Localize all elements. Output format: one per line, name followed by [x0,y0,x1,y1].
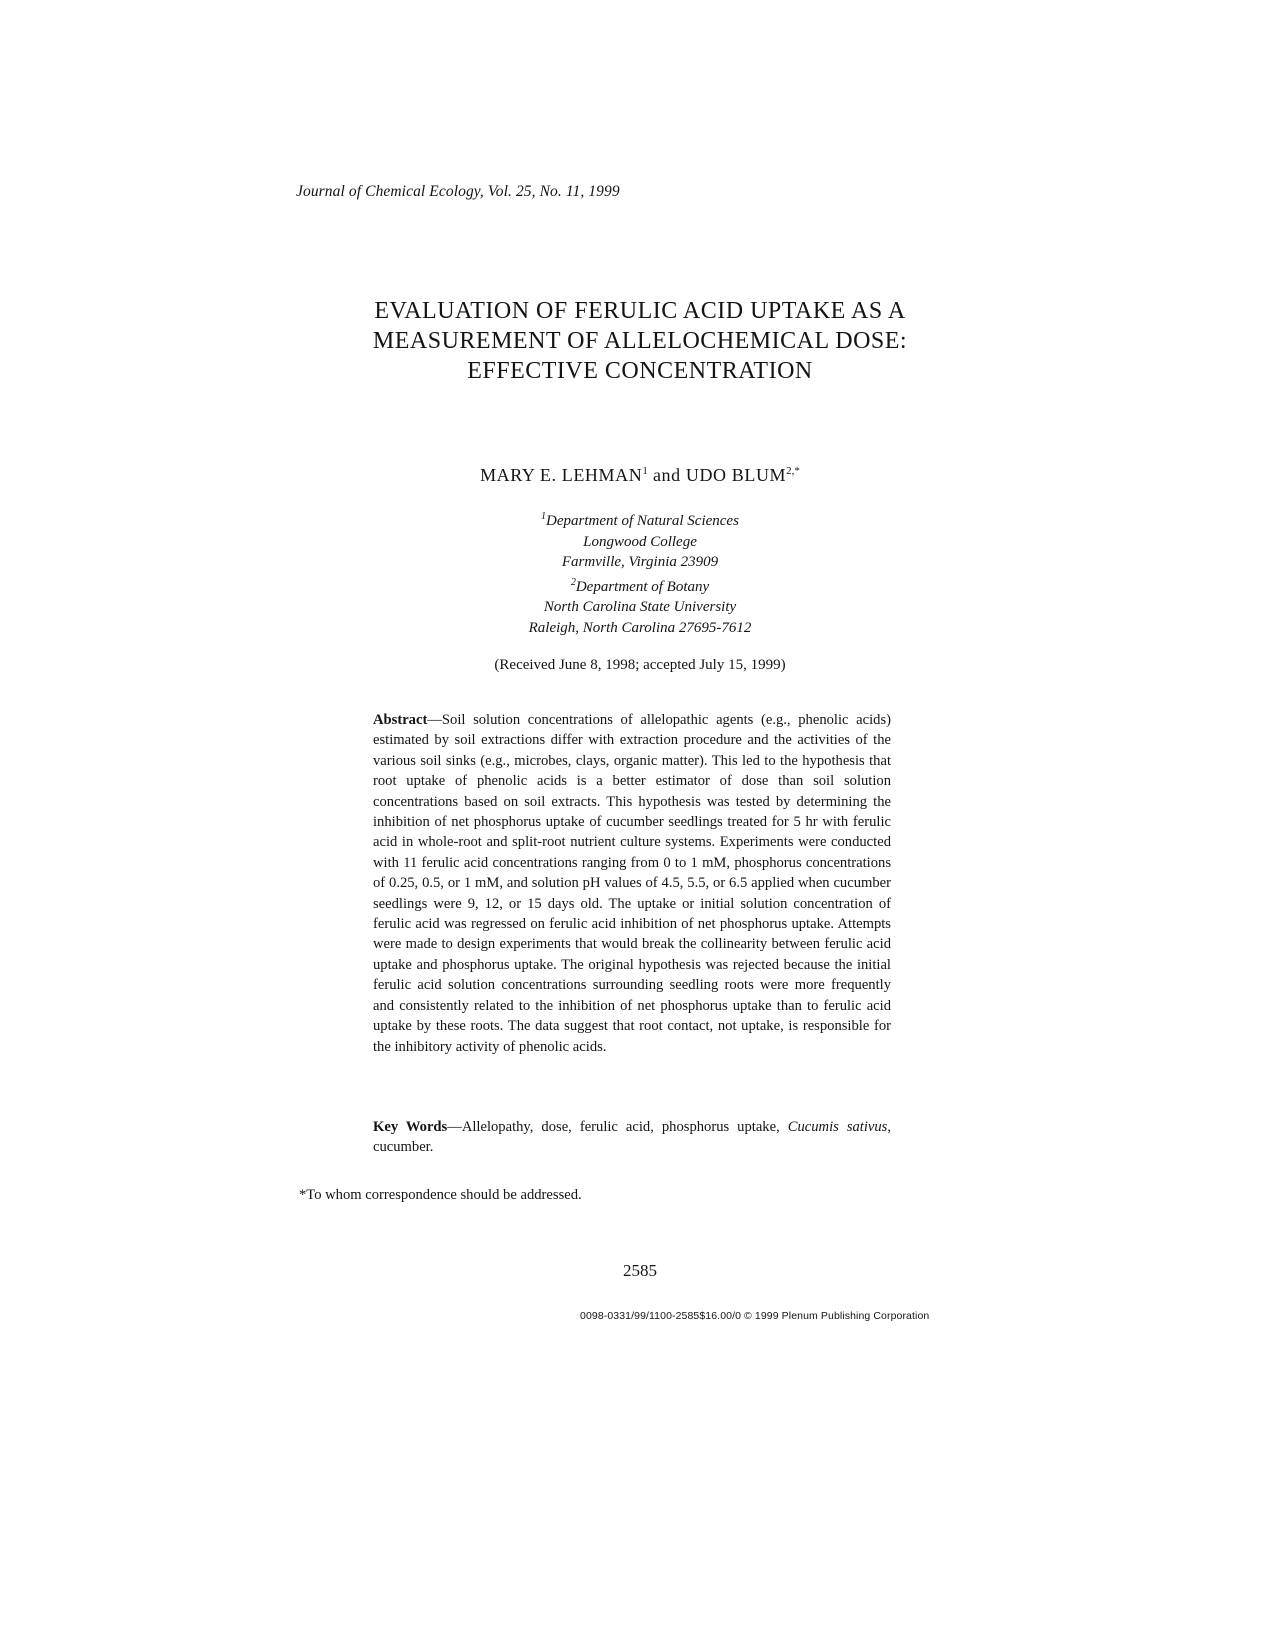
abstract-label: Abstract [373,712,428,728]
keywords-label: Key Words [373,1119,448,1135]
author-1-name: MARY E. LEHMAN [480,465,643,485]
title-line-3: EFFECTIVE CONCENTRATION [467,358,813,384]
abstract-text: —Soil solution concentrations of allelopathic agents (e.g., phenolic acids) estimated by soil extractions differ with extraction procedure and the activities of the various soil sinks (e.g., microbes, clays, organic matter). This led to the hypothesis that root uptake of phenolic acids is a better estimator of dose than soil solution concentrations based on soil extracts. This hypothesis was tested by determining the inhibition of net phosphorus uptake of cucumber seedlings treated for 5 hr with ferulic acid in whole-root and split-root nutrient culture systems. Experiments were conducted with 11 ferulic acid concentrations ranging from 0 to 1 mM, phosphorus concentrations of 0.25, 0.5, or 1 mM, and solution pH values of 4.5, 5.5, or 6.5 applied when cucumber seedlings were 9, 12, or 15 days old. The uptake or initial solution concentration of ferulic acid was regressed on ferulic acid inhibition of net phosphorus uptake. Attempts were made to design experiments that would break the collinearity between ferulic acid uptake and phosphorus uptake. The original hypothesis was rejected because the initial ferulic acid solution concentrations surrounding seedling roots were more frequently and consistently related to the inhibition of net phosphorus uptake than to ferulic acid uptake by these roots. The data suggest that root contact, not uptake, is responsible for the inhibitory activity of phenolic acids. [373,712,891,1055]
author-2-marker: 2,* [786,465,800,477]
affiliations [290,507,990,638]
affiliation-1-dept: $^1$Department of Natural Sciences [541,511,739,529]
copyright-line: 0098-0331/99/1100-2585$16.00/0 © 1999 Plenum Publishing Corporation [580,1310,930,1322]
affiliation-2-marker: 2 [570,576,576,588]
keywords-tail: , cucumber. [373,1119,892,1156]
journal-citation: Journal of Chemical Ecology, Vol. 25, No. 11, 1999 [296,183,620,200]
affiliation-2-institution: North Carolina State University [543,599,737,615]
abstract [373,710,891,1057]
affiliation-2-dept: $^2$Department of Botany [570,576,710,595]
author-line [290,465,990,486]
affiliation-1-location: Farmville, Virginia 23909 [561,554,719,570]
affiliation-2-location: Raleigh, North Carolina 27695-7612 [528,619,752,636]
title-line-2: MEASUREMENT OF ALLELOCHEMICAL DOSE: [372,328,908,354]
author-2-name: UDO BLUM [685,465,787,485]
affiliation-1-institution: Longwood College [583,533,697,550]
article-title [290,296,990,386]
page-number: 2585 [623,1261,657,1280]
correspondence-footnote: *To whom correspondence should be addressed. [299,1187,582,1203]
affiliation-1-marker: 1 [541,511,547,522]
author-1-marker: 1 [642,465,648,477]
title-line-1: EVALUATION OF FERULIC ACID UPTAKE AS A [374,298,906,324]
keywords [373,1117,891,1158]
received-dates: (Received June 8, 1998; accepted July 15, 1999) [494,657,786,673]
keywords-text: —Allelopathy, dose, ferulic acid, phosphorus uptake, [447,1119,788,1135]
keywords-species: Cucumis sativus [787,1119,888,1135]
author-conjunction: and [652,465,681,485]
